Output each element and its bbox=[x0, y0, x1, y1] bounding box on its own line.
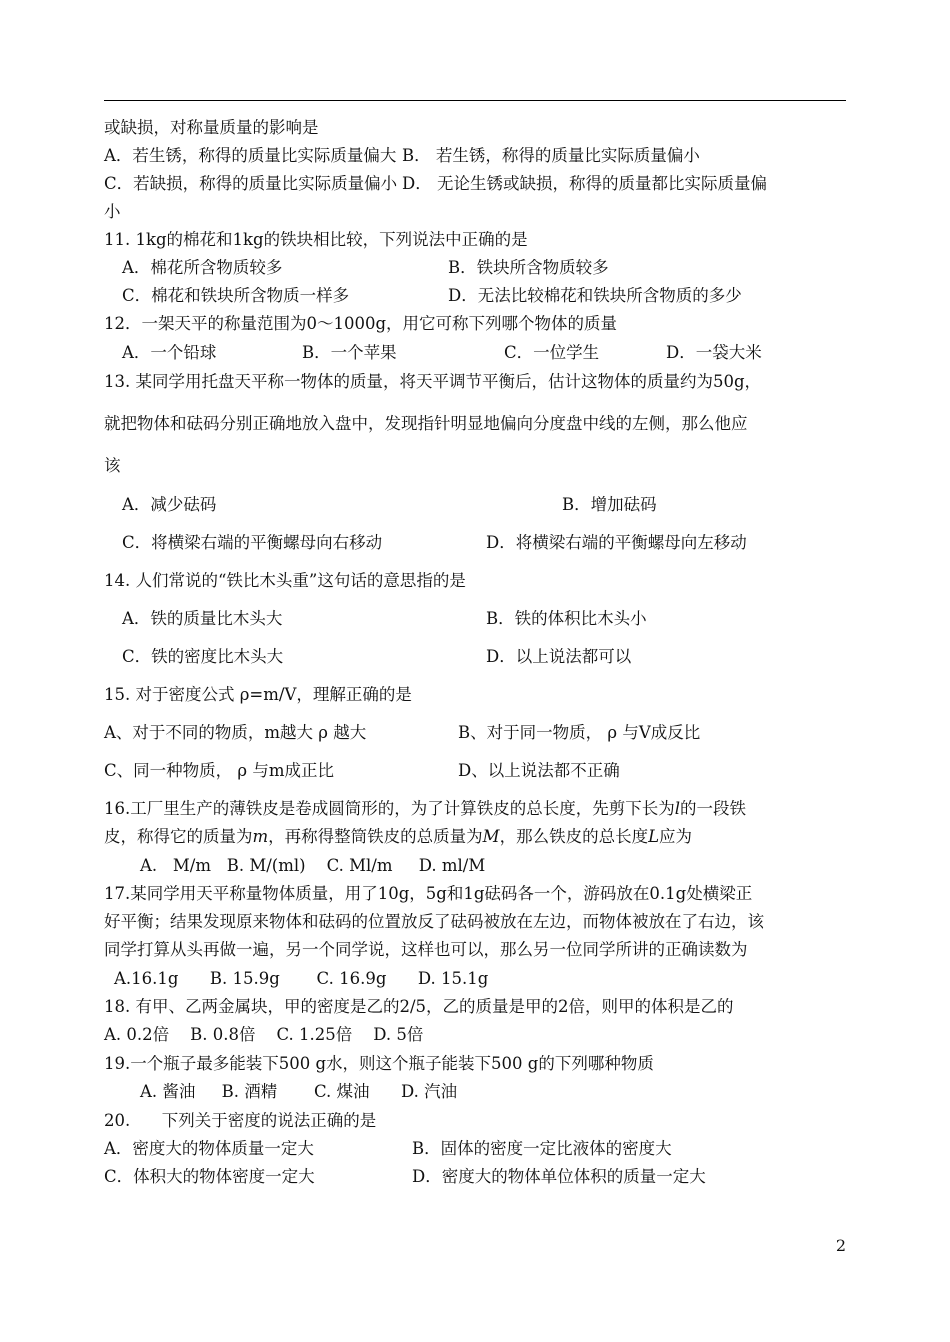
option-c: C．棉花和铁块所含物质一样多 bbox=[122, 286, 350, 305]
option-b: B．增加砝码 bbox=[562, 495, 657, 514]
option-b: B．铁的体积比木头小 bbox=[486, 609, 647, 628]
option-a: A．密度大的物体质量一定大 bbox=[104, 1139, 314, 1158]
question-11: 11. 1kg的棉花和1kg的铁块相比较，下列说法中正确的是 bbox=[104, 230, 528, 249]
option-c: C．将横梁右端的平衡螺母向右移动 bbox=[122, 533, 383, 552]
question-16-cont bbox=[104, 829, 692, 846]
page-number: 2 bbox=[835, 1236, 846, 1255]
question-18: 18. 有甲、乙两金属块，甲的密度是乙的2/5，乙的质量是甲的2倍，则甲的体积是乙的 bbox=[104, 997, 734, 1016]
option-c: C．体积大的物体密度一定大 bbox=[104, 1167, 315, 1186]
option-c: C．铁的密度比木头大 bbox=[122, 647, 284, 666]
option-a: A．一个铅球 bbox=[122, 343, 217, 362]
question-17-cont: 同学打算从头再做一遍，另一个同学说，这样也可以，那么另一位同学所讲的正确读数为 bbox=[104, 940, 748, 959]
question-15: 15. 对于密度公式 ρ=m/V，理解正确的是 bbox=[104, 685, 412, 704]
option-a: A．若生锈，称得的质量比实际质量偏大 bbox=[104, 146, 397, 165]
question-16-text: ，再称得整筒铁皮的总质量为 bbox=[268, 827, 483, 846]
option-b: B． 若生锈，称得的质量比实际质量偏小 bbox=[402, 146, 700, 165]
option-c: C．若缺损，称得的质量比实际质量偏小 bbox=[104, 174, 398, 193]
question-19-options: A. 酱油 B. 酒精 C. 煤油 D. 汽油 bbox=[140, 1082, 458, 1101]
question-16-text: ，那么铁皮的总长度 bbox=[499, 827, 649, 846]
question-16 bbox=[104, 801, 746, 818]
option-a: A．减少砝码 bbox=[122, 495, 217, 514]
option-d: D．以上说法都可以 bbox=[486, 647, 632, 666]
option-d: D、以上说法都不正确 bbox=[458, 761, 620, 780]
option-d: D．将横梁右端的平衡螺母向左移动 bbox=[486, 533, 747, 552]
question-19: 19.一个瓶子最多能装下500 g水，则这个瓶子能装下500 g的下列哪种物质 bbox=[104, 1054, 654, 1073]
option-a: A、对于不同的物质，m越大 ρ 越大 bbox=[104, 723, 367, 742]
question-17: 17.某同学用天平称量物体质量，用了10g，5g和1g砝码各一个，游码放在0.1g处横梁正 bbox=[104, 884, 753, 903]
question-13: 13. 某同学用托盘天平称一物体的质量，将天平调节平衡后，估计这物体的质量约为50g， bbox=[104, 372, 762, 391]
question-12: 12．一架天平的称量范围为0～1000g，用它可称下列哪个物体的质量 bbox=[104, 314, 618, 333]
question-18-options: A. 0.2倍 B. 0.8倍 C. 1.25倍 D. 5倍 bbox=[104, 1025, 424, 1044]
option-a: A．棉花所含物质较多 bbox=[122, 258, 283, 277]
question-17-options: A.16.1g B. 15.9g C. 16.9g D. 15.1g bbox=[114, 969, 489, 988]
option-d: D．密度大的物体单位体积的质量一定大 bbox=[412, 1167, 706, 1186]
option-b: B．一个苹果 bbox=[302, 343, 397, 362]
option-d: D．一袋大米 bbox=[666, 343, 762, 362]
question-16-text: 的一段铁 bbox=[680, 799, 747, 818]
option-d: D．无法比较棉花和铁块所含物质的多少 bbox=[448, 286, 742, 305]
question-13-cont: 就把物体和砝码分别正确地放入盘中，发现指针明显地偏向分度盘中线的左侧，那么他应 bbox=[104, 414, 748, 433]
header-rule bbox=[104, 100, 846, 101]
variable-L: L bbox=[648, 827, 660, 846]
option-d: D． 无论生锈或缺损，称得的质量都比实际质量偏 bbox=[402, 174, 767, 193]
variable-l: l bbox=[674, 799, 681, 818]
text-line: 小 bbox=[104, 202, 121, 221]
option-b: B．铁块所含物质较多 bbox=[448, 258, 609, 277]
question-20: 20. 下列关于密度的说法正确的是 bbox=[104, 1111, 377, 1130]
variable-M: M bbox=[482, 827, 500, 846]
question-16-text: 16.工厂里生产的薄铁皮是卷成圆筒形的，为了计算铁皮的总长度，先剪下长为 bbox=[104, 799, 675, 818]
question-16-text: 皮，称得它的质量为 bbox=[104, 827, 253, 846]
question-14: 14. 人们常说的“铁比木头重”这句话的意思指的是 bbox=[104, 571, 466, 590]
option-a: A．铁的质量比木头大 bbox=[122, 609, 283, 628]
option-c: C、同一种物质， ρ 与m成正比 bbox=[104, 761, 334, 780]
option-b: B．固体的密度一定比液体的密度大 bbox=[412, 1139, 672, 1158]
question-17-cont: 好平衡；结果发现原来物体和砝码的位置放反了砝码被放在左边，而物体被放在了右边，该 bbox=[104, 912, 764, 931]
option-b: B、对于同一物质， ρ 与V成反比 bbox=[458, 723, 701, 742]
option-c: C．一位学生 bbox=[504, 343, 600, 362]
text-line: 或缺损，对称量质量的影响是 bbox=[104, 118, 319, 137]
question-16-options: A. M/m B. M/(ml) C. Ml/m D. ml/M bbox=[140, 856, 486, 875]
question-16-text: 应为 bbox=[659, 827, 693, 846]
question-13-cont: 该 bbox=[104, 456, 121, 475]
variable-m: m bbox=[252, 827, 269, 846]
